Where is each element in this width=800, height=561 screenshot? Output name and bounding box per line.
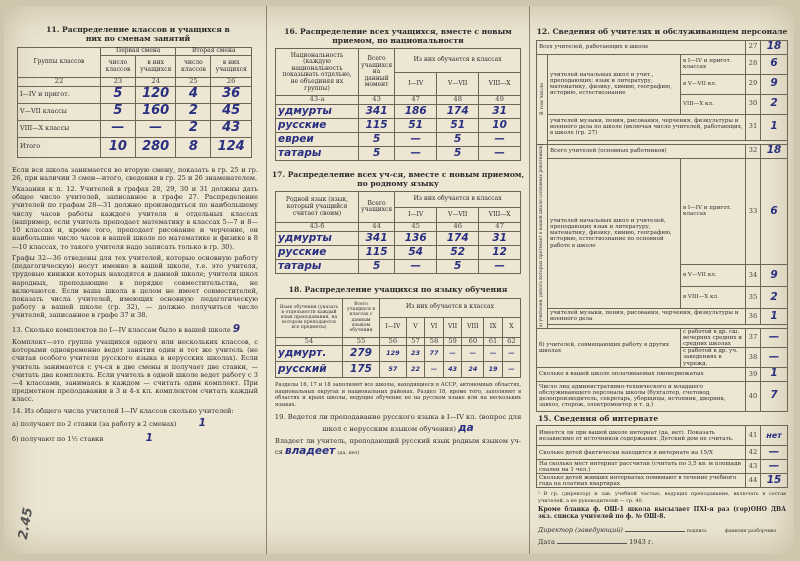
cell-value: 129 (380, 346, 407, 362)
cell-value: 4 (176, 86, 211, 103)
column-left (4, 6, 267, 554)
cell-value: 341 (359, 231, 395, 245)
row-label: татары (276, 259, 359, 273)
row-number: 37 (746, 328, 761, 347)
cell-value: — (761, 328, 788, 347)
admin-label: Число лиц административно-технического и младшего обслуживающего персонала школы (бухгалтер, счетовод, делопроизводитель, секретарь, уборщицы, истопник, дворник, завхоз, сторож, электромонтер и т. д.) (537, 381, 746, 411)
cell-value: нет (761, 426, 788, 446)
cell-value: 31 (479, 104, 521, 118)
date-value: 1943 г. (629, 537, 654, 546)
table-row (276, 259, 521, 273)
col-number: 45 (395, 223, 437, 231)
of-them-header: Из них обучается в классах (395, 192, 521, 208)
section12-title: 12. Сведения об учителях и обслуживающем персонале (536, 27, 788, 36)
section19-title: 19. Ведется ли преподавание русского языка в I—IV кл. (вопрос для школ с нерусским языком обучения) (274, 413, 522, 433)
cell-value: 115 (359, 118, 395, 132)
section19-answer2: владеет (284, 445, 336, 458)
col-number: 22 (18, 78, 101, 86)
section17-title: 17. Распределение всех уч-ся, вместе с новым приемом, по родному языку (271, 169, 525, 188)
director-label: Директор (заведующий) (538, 525, 623, 534)
col-number: 59 (443, 337, 462, 345)
row-number: 29 (746, 74, 761, 94)
row-number: 40 (746, 381, 761, 411)
row-label: русский (276, 362, 343, 378)
boarding-label: Сколько детей фактически находится в интернате на 15/X (537, 446, 746, 460)
cell-value: — (462, 346, 484, 362)
cell-value: — (502, 346, 520, 362)
cell-value: 175 (343, 362, 380, 378)
table-row (276, 362, 521, 378)
table-row (18, 103, 252, 120)
table-row (18, 86, 252, 103)
boarding-label: Имеется ли при вашей школе интернат (да, нет). Показать независимо от источников содержания. Детский дом не считать. (537, 426, 746, 446)
cell-value: 19 (484, 362, 503, 378)
section12-table (536, 40, 788, 412)
date-label: Дата (538, 537, 555, 546)
col-number: 60 (462, 337, 484, 345)
section14-b (4, 432, 266, 445)
total-header: Всего учащихся в классах с данным языком обучения (343, 298, 380, 337)
cell-value: 136 (395, 231, 437, 245)
cell-value: 5 (359, 132, 395, 146)
answer-hint: (да, нет) (337, 450, 360, 457)
pioneer-label: Сколько в вашей школе оплачиваемых пионервожатых (537, 367, 746, 381)
col-number: 61 (484, 337, 503, 345)
cell-value: 43 (443, 362, 462, 378)
row-label: удмурт. (276, 346, 343, 362)
cell-value: 160 (135, 103, 176, 120)
grade-header: VIII—X (479, 72, 521, 96)
row-label: I—IV и пригот. (18, 86, 101, 103)
table-row (276, 245, 521, 259)
row-number: 33 (746, 158, 761, 264)
group-label: учителей начальных школ и учит., преподающих: язык и литературу, математику, физику, химию, географию, историю, естествознание (548, 54, 681, 114)
section13-question (4, 323, 266, 336)
row-number: 39 (746, 367, 761, 381)
cell-value: — (395, 259, 437, 273)
cell-value: 279 (343, 346, 380, 362)
boarding-label: На сколько мест интернат рассчитан (считать по 3,5 кв. м площади спален на 1 чел.) (537, 460, 746, 474)
table-row (276, 104, 521, 118)
name-hint: фамилия разборчиво (724, 528, 777, 534)
col-number: 43 (359, 96, 395, 104)
cell-value: 24 (462, 362, 484, 378)
cell-value: 1 (761, 308, 788, 324)
cell-value: 174 (437, 104, 479, 118)
row-number: 44 (746, 474, 761, 488)
cell-value: 1 (761, 367, 788, 381)
cell-value: 31 (479, 231, 521, 245)
section11-note: Если вся школа занимается во вторую смену, показать в гр. 25 и гр. 26, при наличии 3 смен—итого, сведения в гр. 25 и 26 знаменателем. (12, 165, 258, 182)
cell-value: 5 (437, 132, 479, 146)
cell-value: 6 (761, 54, 788, 74)
cell-value: 23 (406, 346, 425, 362)
main-staff-label: Всего учителей (основных работников) (548, 144, 746, 158)
cell-value: 10 (101, 137, 136, 157)
column-middle (267, 6, 530, 554)
grade-header: I—IV (380, 318, 407, 338)
cell-value: — (761, 460, 788, 474)
section13-label: 13. Сколько комплектов по I—IV классам было в вашей школе (12, 325, 231, 334)
grade-header: VI (425, 318, 444, 338)
col-number: 43-а (276, 96, 359, 104)
col-number: 49 (479, 96, 521, 104)
row-label: VIII—X классы (18, 120, 101, 137)
grade-header: X (502, 318, 520, 338)
col-number: 54 (276, 337, 343, 345)
cell-value: — (479, 146, 521, 160)
cell-value: — (761, 446, 788, 460)
section14-a (4, 417, 266, 430)
row-number: 42 (746, 446, 761, 460)
col-number: 46 (437, 223, 479, 231)
cell-value: — (484, 346, 503, 362)
cell-value: — (761, 348, 788, 367)
cell-value: 7 (761, 381, 788, 411)
cell-value: 5 (101, 103, 136, 120)
row-label: русские (276, 245, 359, 259)
grade-header: V—VII (437, 72, 479, 96)
column-right (530, 6, 794, 554)
section15-table (536, 425, 788, 488)
section14-question: 14. Из общего числа учителей I—IV классов сколько учителей: (12, 406, 234, 415)
language-header: Родной язык (язык, который учащийся считает своим) (276, 192, 359, 223)
sub-label: с работой в др. сш. вечерних средних и средних школах (681, 328, 746, 347)
cell-value: — (479, 259, 521, 273)
sub-label: с работой в др. уч. заведениях в учрежд. (681, 348, 746, 367)
statistical-form-sheet (4, 6, 794, 554)
form-note: Кроме бланка ф. ОШ-1 школа высылает ПХI-я раз (гор)ОНО ДВА экз. списка учителей по ф. № ОШ-8. (538, 505, 786, 521)
cell-value: 51 (437, 118, 479, 132)
date-line (530, 538, 794, 546)
section11-title: 11. Распределение классов и учащихся в них по сменам занятий (46, 25, 230, 43)
director-line (530, 526, 794, 535)
cell-value: 57 (380, 362, 407, 378)
sub-label: в VIII—X кл. (681, 286, 746, 308)
col-number: 56 (380, 337, 407, 345)
cell-value: 2 (761, 94, 788, 114)
col-number: 58 (425, 337, 444, 345)
cell-value: 6 (761, 158, 788, 264)
cell-value: 2 (761, 286, 788, 308)
col-number: 25 (176, 78, 211, 86)
cell-value: 15 (761, 474, 788, 488)
row-label: Итого (18, 137, 101, 157)
cell-value: — (502, 362, 520, 378)
cell-value: 54 (395, 245, 437, 259)
section11-table (17, 47, 252, 157)
col-number: 57 (406, 337, 425, 345)
table-row (18, 120, 252, 137)
boarding-label: Сколько детей живших интернатах помимают в течение учебного года на платных квартирах (537, 474, 746, 488)
sub-label: в I—IV и пригот. классах (681, 54, 746, 74)
cell-value: 341 (359, 104, 395, 118)
section19-question (267, 414, 529, 434)
cell-value: 186 (395, 104, 437, 118)
cell-value: 280 (135, 137, 176, 157)
row-number: 31 (746, 114, 761, 140)
second-shift-header: Вторая смена (176, 48, 252, 56)
table-row (276, 146, 521, 160)
vertical-label: В том числе (537, 54, 548, 144)
cell-value: 52 (437, 245, 479, 259)
col-number: 23 (101, 78, 136, 86)
row-label: русские (276, 118, 359, 132)
sub-label: в I—IV и пригот. классах (681, 158, 746, 264)
total-header: Всего учащихся на данный момент (359, 49, 395, 96)
cell-value: — (395, 146, 437, 160)
signature-hint: подпись (686, 528, 707, 534)
cell-value: 45 (211, 103, 252, 120)
instruction-paragraph: Комплект—это группа учащихся одного или нескольких классов, с которыми одновременно ведет занятия один и тот же учитель (не считая особого учителя русского языка в нерусских школах). Если учитель занимается с уч-ся в две смены и получает две ставки, — считать два комплекта. Если учитель в одной школе ведет работу с 3—4 классами, занимаясь в каждом — считать один комплект. При предметном преподавании в 3 и 4-х кл. комплектом считать каждый класс. (12, 337, 258, 404)
classes-header: число классов (176, 56, 211, 78)
cell-value: 77 (425, 346, 444, 362)
row-label: V—VII классы (18, 103, 101, 120)
grade-header: VIII—X (479, 207, 521, 223)
first-shift-header: Первая смена (101, 48, 176, 56)
section18-note: Разделы 16, 17 и 18 заполняют все школы, находящиеся в АССР, автономных областях, национальных округах и национальных районах. Раздел 18, кроме того, заполняют в областях и краях школы, ведущие обучение не на русском языке или на нескольких языках. (275, 382, 521, 408)
cell-value: 9 (761, 264, 788, 286)
cell-value: 174 (437, 231, 479, 245)
section19-answer: да (458, 421, 474, 434)
row-number: 36 (746, 308, 761, 324)
cell-value: — (395, 132, 437, 146)
cell-value: 36 (211, 86, 252, 103)
row-label: удмурты (276, 231, 359, 245)
instruction-paragraph: Указания к п. 12. Учителей в графах 28, 29, 30 и 31 должны дать общее число учителей, записанное в графе 27. Распределение учителей по графам 28—31 должно производиться по наибольшему числу часов работы каждого учителя в отдельных классах (например, если учитель преподает математику в классах 5—7 и 8—10 классах и, кроме того, преподает рисование и черчение, он наибольшие число часов в вашей школе по математике и физике в 8—10 классах, то такого учителя надо записать только в гр. 30). (12, 184, 258, 251)
cell-value: 51 (395, 118, 437, 132)
cell-value: 124 (211, 137, 252, 157)
group-label: учителей музыки, пения, рисования, черчения, физкультуры и военного дела по школе (включая число учителей, работающих, в школе (гр. 27) (548, 114, 746, 140)
cell-value: — (443, 346, 462, 362)
table-row-total (18, 137, 252, 157)
grade-header: V (406, 318, 425, 338)
cell-value: 5 (101, 86, 136, 103)
all-teachers-label: Всех учителей, работающих в школе (537, 40, 746, 54)
cell-value: 10 (479, 118, 521, 132)
row-number: 34 (746, 264, 761, 286)
col-number: 43-б (276, 223, 359, 231)
section18-table (275, 298, 521, 378)
language-header: Язык обучения (указать в отдельности каждый язык преподавания, на котором преподаются все предметы) (276, 298, 343, 337)
grade-header: VIII (462, 318, 484, 338)
instruction-paragraph: Графы 32—36 отведены для тех учителей, которые основную работу (педагогическую) несут именно в вашей школе, т.е. это учителя, трудовые книжки которых находятся в данной школе; учителя школ народных, преподающие в порядке совместительства, не включаются. Если ваша школа в целом не имеет совместителей, показать числа учителей, имеющих основную педагогическую работу в вашей школе (гр. 32), — должно получиться число учителей, записанное в графе 37 и 38. (12, 253, 258, 320)
section16-table (275, 48, 521, 160)
nationality-header: Национальность (каждую национальность показывать отдельно, не объединяя их группы) (276, 49, 359, 96)
section17-table (275, 191, 521, 273)
table-row (276, 346, 521, 362)
group-label: учителей начальных школ и учителей, преподающих язык и литературу, математику, физику, химию, географию, историю, естествознание по основной работе в школе (548, 158, 681, 308)
section15-title: 15. Сведения об интернате (538, 413, 659, 423)
row-number: 28 (746, 54, 761, 74)
section19-question2-label: Владеет ли учитель, преподающий русский язык родным языком уч-ся (275, 436, 521, 457)
cell-value: 22 (406, 362, 425, 378)
row-number: 41 (746, 426, 761, 446)
combined-label: б) учителей, совмещающих работу в других школах (537, 328, 681, 367)
cell-value: 5 (359, 259, 395, 273)
cell-value: 5 (437, 259, 479, 273)
cell-value: 2 (176, 120, 211, 137)
cell-value: — (135, 120, 176, 137)
of-them-header: Из них обучается в классах (380, 298, 521, 318)
cell-value: — (101, 120, 136, 137)
col-number: 47 (395, 96, 437, 104)
row-label: евреи (276, 132, 359, 146)
grade-header: VII (443, 318, 462, 338)
section13-value: 9 (232, 322, 241, 335)
students-header: в них учащихся (135, 56, 176, 78)
cell-value: 2 (176, 103, 211, 120)
row-label: татары (276, 146, 359, 160)
sub-label: в V—VII кл. (681, 264, 746, 286)
row-number: 43 (746, 460, 761, 474)
table-row (276, 231, 521, 245)
col-number: 26 (211, 78, 252, 86)
groups-header: Группы классов (18, 48, 101, 78)
cell-value: 18 (761, 40, 788, 54)
section18-title: 18. Распределение учащихся по языку обучения (288, 284, 508, 294)
section19-question2 (267, 437, 529, 458)
col-number: 48 (437, 96, 479, 104)
sub-label: VIII—X кл. (681, 94, 746, 114)
row-number: 27 (746, 40, 761, 54)
col-number: 62 (502, 337, 520, 345)
footnote: ¹ В гр. (директор) и зав. учебной частью, ведущих преподавание, включать в состав учителей, а не руководителей — гр. 40. (538, 491, 786, 504)
cell-value: — (425, 362, 444, 378)
group-label: учителей музыки, пения, рисования, черчения, физкультуры и военного дела (548, 308, 746, 324)
col-number: 55 (343, 337, 380, 345)
cell-value: 120 (135, 86, 176, 103)
col-number: 44 (359, 223, 395, 231)
margin-pencil-mark: 2.45 (15, 506, 37, 541)
cell-value: 18 (761, 144, 788, 158)
section14-b-value: 1 (145, 432, 153, 445)
cell-value: — (479, 132, 521, 146)
grade-header: I—IV (395, 207, 437, 223)
grade-header: I—IV (395, 72, 437, 96)
row-number: 30 (746, 94, 761, 114)
col-number: 24 (135, 78, 176, 86)
classes-header: число классов (101, 56, 136, 78)
total-header: Всего учащихся (359, 192, 395, 223)
cell-value: 5 (437, 146, 479, 160)
section16-title: 16. Распределение всех учащихся, вместе с новым приемом, по национальности (284, 27, 512, 45)
col-number: 47 (479, 223, 521, 231)
cell-value: 9 (761, 74, 788, 94)
of-them-header: Из них обучается в классах (395, 49, 521, 73)
table-row (276, 118, 521, 132)
row-label: удмурты (276, 104, 359, 118)
section14-a-value: 1 (198, 416, 206, 429)
grade-header: IX (484, 318, 503, 338)
section14-b-label: б) получают по 1½ ставки (12, 435, 104, 444)
grade-header: V—VII (437, 207, 479, 223)
row-number: 32 (746, 144, 761, 158)
cell-value: 12 (479, 245, 521, 259)
cell-value: 8 (176, 137, 211, 157)
sub-label: в V—VII кл. (681, 74, 746, 94)
cell-value: 43 (211, 120, 252, 137)
table-row (276, 132, 521, 146)
vertical-label: а) учителей, работа которых протекает в вашей школе (основных работников) (537, 144, 548, 328)
students-header: в них учащихся (211, 56, 252, 78)
cell-value: 115 (359, 245, 395, 259)
section14-a-label: а) получают по 2 ставки (за работу в 2 сменах) (12, 419, 177, 428)
row-number: 35 (746, 286, 761, 308)
cell-value: 5 (359, 146, 395, 160)
cell-value: 1 (761, 114, 788, 140)
row-number: 38 (746, 348, 761, 367)
